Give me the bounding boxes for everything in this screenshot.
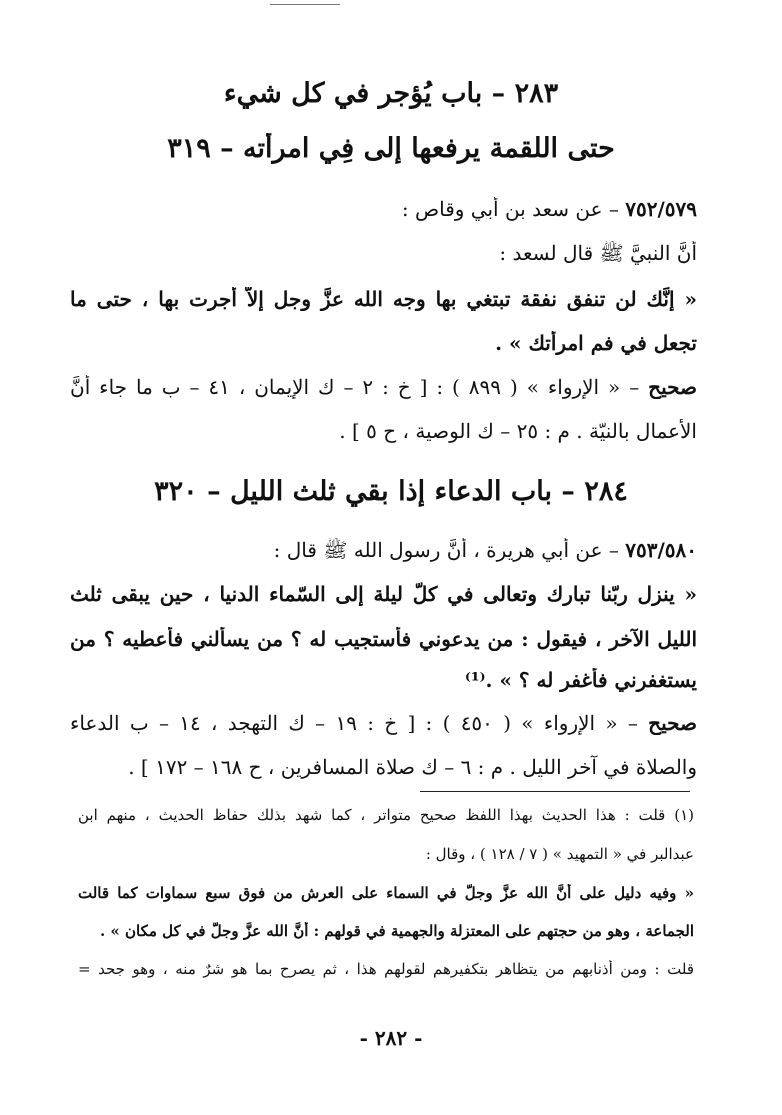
footnote-line2: عبدالبر في « التمهيد » ( ٧ / ١٢٨ ) ، وقال : — [425, 845, 694, 863]
footnote-line4: الجماعة ، وهو من حجتهم على المعتزلة والجهمية في قولهم : أنَّ الله عزَّ وجلَّ في كل مكان » . — [99, 922, 694, 940]
footnote-line1: (١) قلت : هذا الحديث بهذا اللفظ صحيح متواتر ، كما شهد بذلك حفاظ الحديث ، منهم ابن — [78, 806, 694, 824]
hadith-579-number: ٧٥٢/٥٧٩ — [625, 197, 697, 221]
hadith-579-grade-line2: الأعمال بالنيّة . م : ٢٥ – ك الوصية ، ح ٥ ] . — [339, 419, 697, 443]
hadith-580-grade-line2: والصلاة في آخر الليل . م : ٦ – ك صلاة المسافرين ، ح ١٦٨ – ١٧٢ ] . — [128, 755, 697, 779]
hadith-580-text-line3: يستغفرني فأغفر له ؟ » .⁽¹⁾ — [464, 668, 697, 692]
footnote-line5: قلت : ومن أذنابهم من يتظاهر بتكفيرهم لقولهم هذا ، ثم يصرح بما هو شرٌ منه ، وهو جحد = — [78, 960, 694, 978]
hadith-580-text-line2: الليل الآخر ، فيقول : من يدعوني فأستجيب له ؟ من يسألني فأعطيه ؟ من — [70, 627, 697, 651]
chapter-283-title-line2: حتى اللقمة يرفعها إلى فِي امرأته – ٣١٩ — [167, 133, 615, 164]
hadith-579-text-line2: تجعل في فم امرأتك » . — [495, 331, 697, 355]
hadith-579-text-line1: « إنَّك لن تنفق نفقة تبتغي بها وجه الله عزَّ وجل إلاّ أجرت بها ، حتى ما — [70, 287, 697, 311]
hadith-579-intro: أنَّ النبيَّ ﷺ قال لسعد : — [499, 241, 697, 265]
hadith-580-grade-line1 — [70, 711, 697, 735]
hadith-580-header — [70, 538, 697, 567]
hadith-579-grade-text: – « الإرواء » ( ٨٩٩ ) : [ خ : ٢ – ك الإيمان ، ٤١ – ب ما جاء أنَّ — [70, 375, 649, 399]
hadith-579-isnad: – عن سعد بن أبي وقاص : — [401, 197, 626, 221]
chapter-284-title: ٢٨٤ – باب الدعاء إذا بقي ثلث الليل – ٣٢٠ — [154, 476, 628, 507]
footnote-rule — [420, 791, 690, 792]
hadith-580-text-line1: « ينزل ربّنا تبارك وتعالى في كلّ ليلة إلى السّماء الدنيا ، حين يبقى ثلث — [70, 582, 697, 606]
top-rule — [270, 4, 340, 5]
hadith-579-grade-line1 — [70, 375, 697, 399]
hadith-580-number: ٧٥٣/٥٨٠ — [625, 538, 697, 562]
footnote-line3: « وفيه دليل على أنَّ الله عزَّ وجلَّ في السماء على العرش من فوق سبع سماوات كما قالت — [78, 884, 694, 902]
hadith-580-grade-label: صحيح — [648, 711, 697, 735]
hadith-580-grade-text: – « الإرواء » ( ٤٥٠ ) : [ خ : ١٩ – ك التهجد ، ١٤ – ب الدعاء — [70, 711, 649, 735]
hadith-579-grade-label: صحيح — [648, 375, 697, 399]
page-number: - ٢٨٢ - — [359, 1026, 423, 1050]
chapter-283-title-line1: ٢٨٣ – باب يُؤجر في كل شيء — [223, 78, 559, 109]
hadith-579-header — [70, 197, 697, 221]
hadith-580-isnad: – عن أبي هريرة ، أنَّ رسول الله ﷺ قال : — [273, 538, 626, 562]
